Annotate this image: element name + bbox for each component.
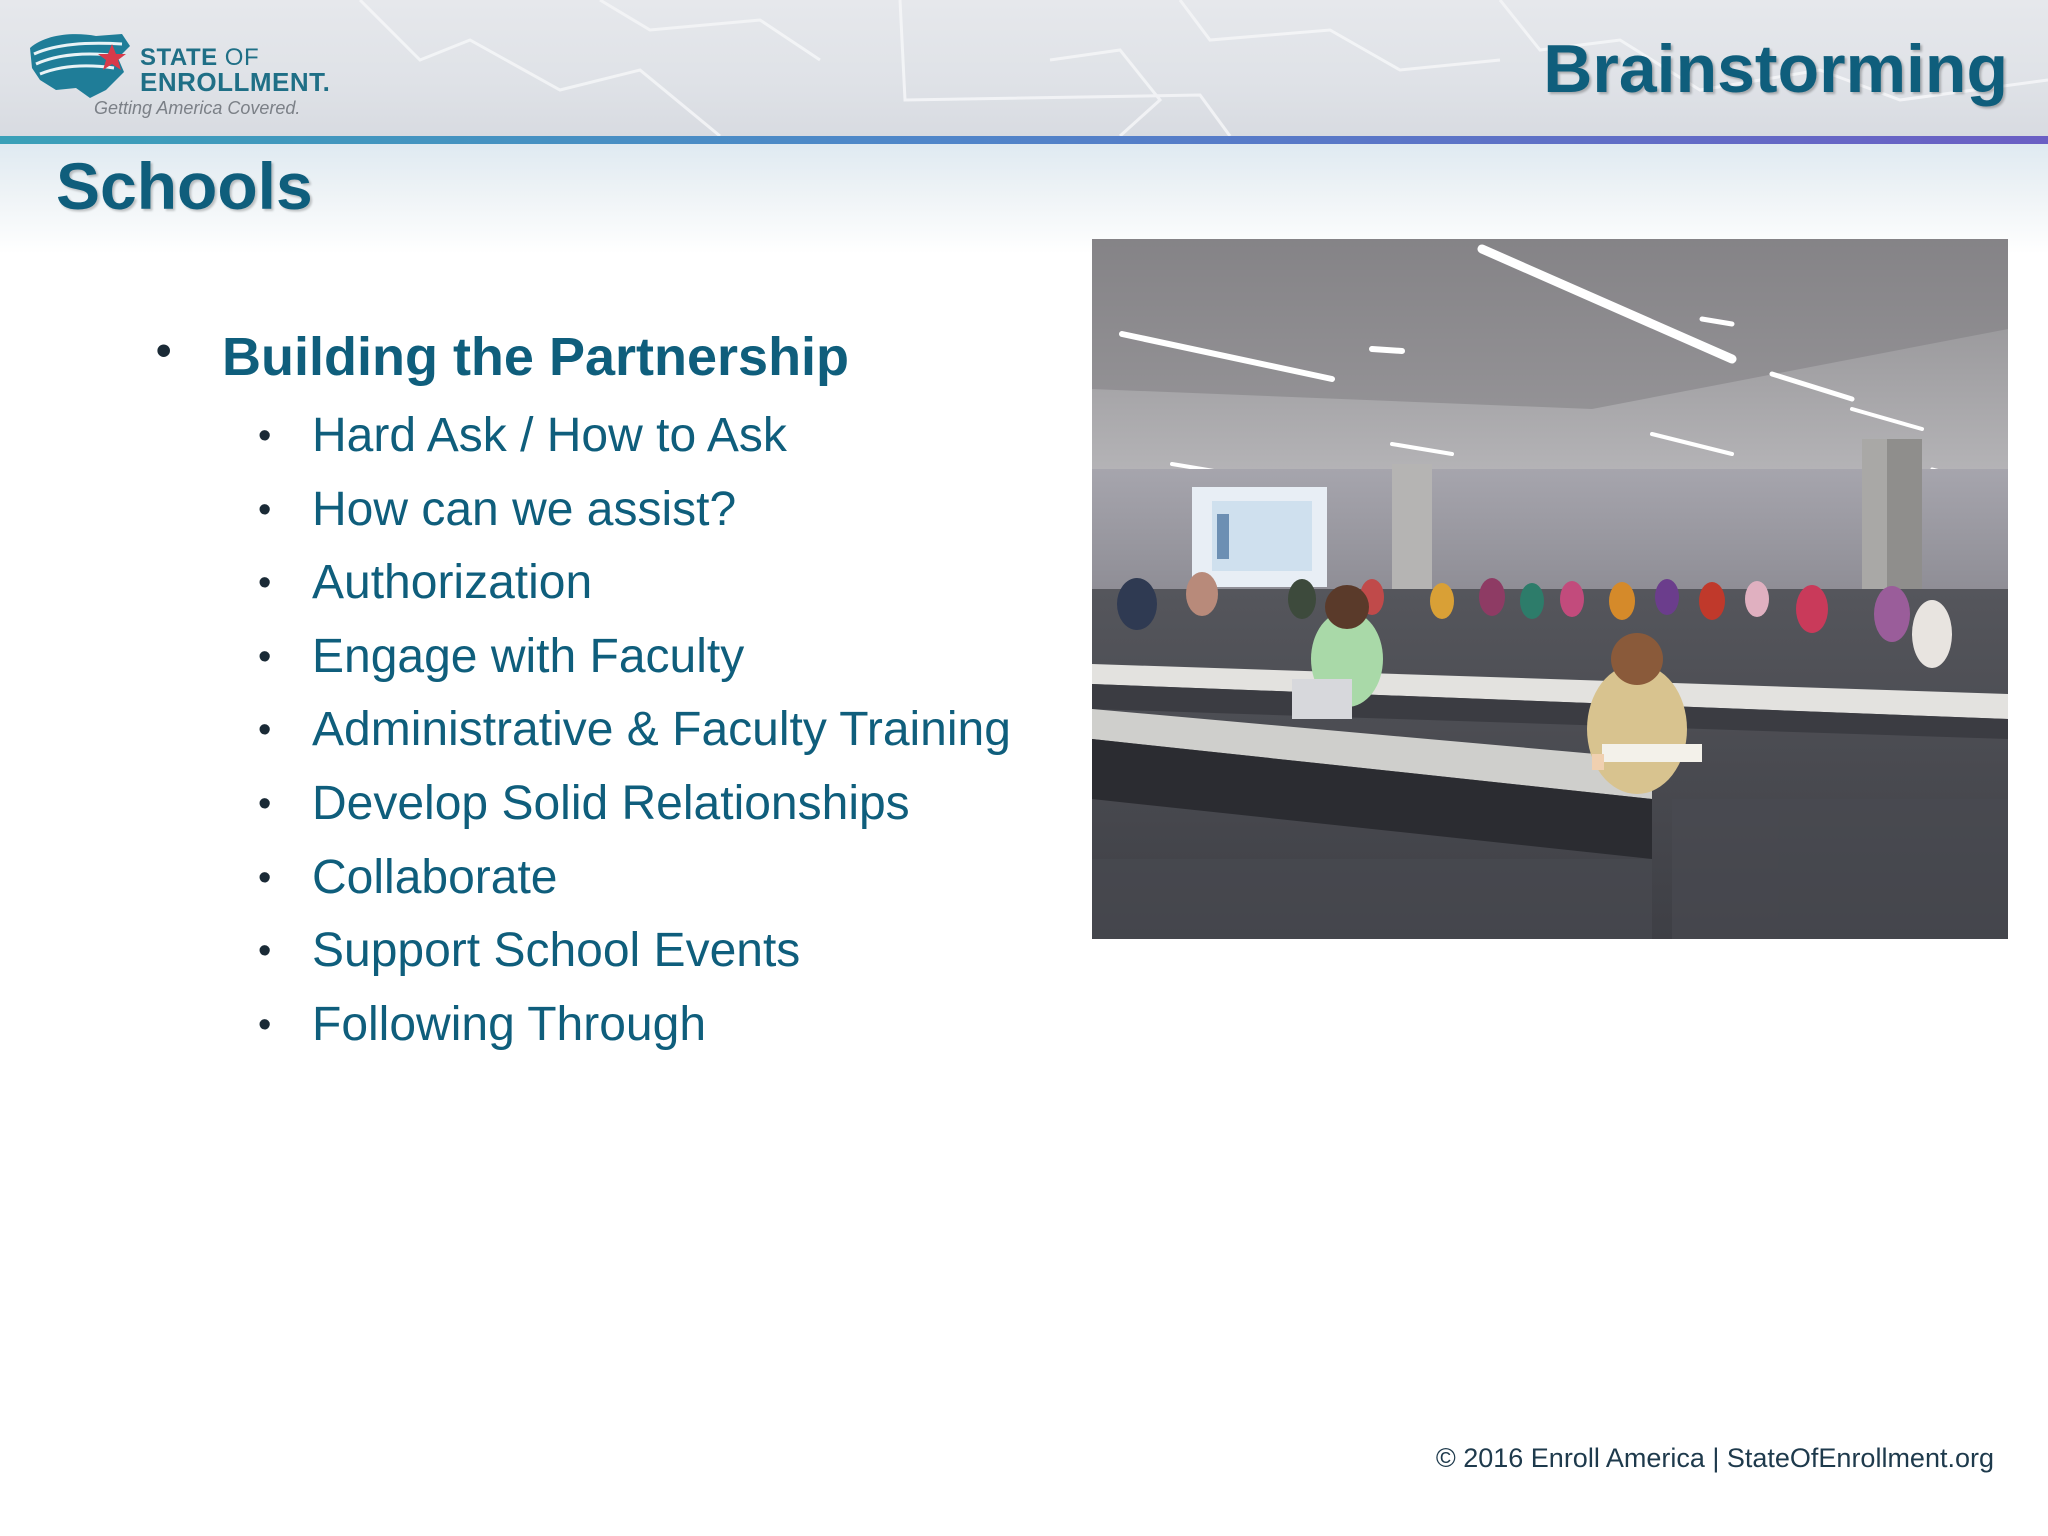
us-flag-map-icon: [26, 28, 136, 108]
section-title: Schools: [56, 149, 313, 223]
sub-bullet-text: Develop Solid Relationships: [312, 776, 910, 830]
sub-bullet-text: Following Through: [312, 997, 707, 1051]
bullet-marker: •: [258, 488, 272, 531]
state-of-enrollment-logo: [26, 24, 366, 124]
logo-tagline: Getting America Covered.: [94, 98, 301, 118]
sub-bullet-text: Administrative & Faculty Training: [312, 703, 1011, 757]
bullet-marker: •: [258, 709, 272, 752]
meeting-room-photo: [1092, 239, 2008, 939]
copyright-footer: © 2016 Enroll America | StateOfEnrollment.org: [1435, 1443, 1994, 1473]
sub-bullet-text: Collaborate: [312, 850, 558, 904]
sub-bullet-text: Support School Events: [312, 924, 801, 978]
bullet-marker: •: [258, 562, 272, 605]
bullet-marker: •: [258, 782, 272, 825]
sub-bullet-text: How can we assist?: [312, 482, 737, 536]
bullet-marker: •: [258, 930, 272, 973]
header-band: [0, 0, 2048, 136]
sub-bullet-text: Engage with Faculty: [312, 629, 745, 683]
bullet-marker: •: [156, 326, 172, 375]
bullet-marker: •: [258, 856, 272, 899]
main-bullet-text: Building the Partnership: [222, 327, 850, 387]
bullet-marker: •: [258, 1003, 272, 1046]
bullet-marker: •: [258, 635, 272, 678]
sub-bullet-text: Hard Ask / How to Ask: [312, 409, 787, 462]
logo-line-1: STATE OF: [140, 44, 260, 71]
slide-title: Brainstorming: [1543, 31, 2008, 107]
bullet-marker: •: [258, 415, 272, 457]
logo-line-2: ENROLLMENT.: [140, 67, 331, 97]
sub-bullet-text: Authorization: [312, 556, 593, 610]
header-divider: [0, 136, 2048, 144]
